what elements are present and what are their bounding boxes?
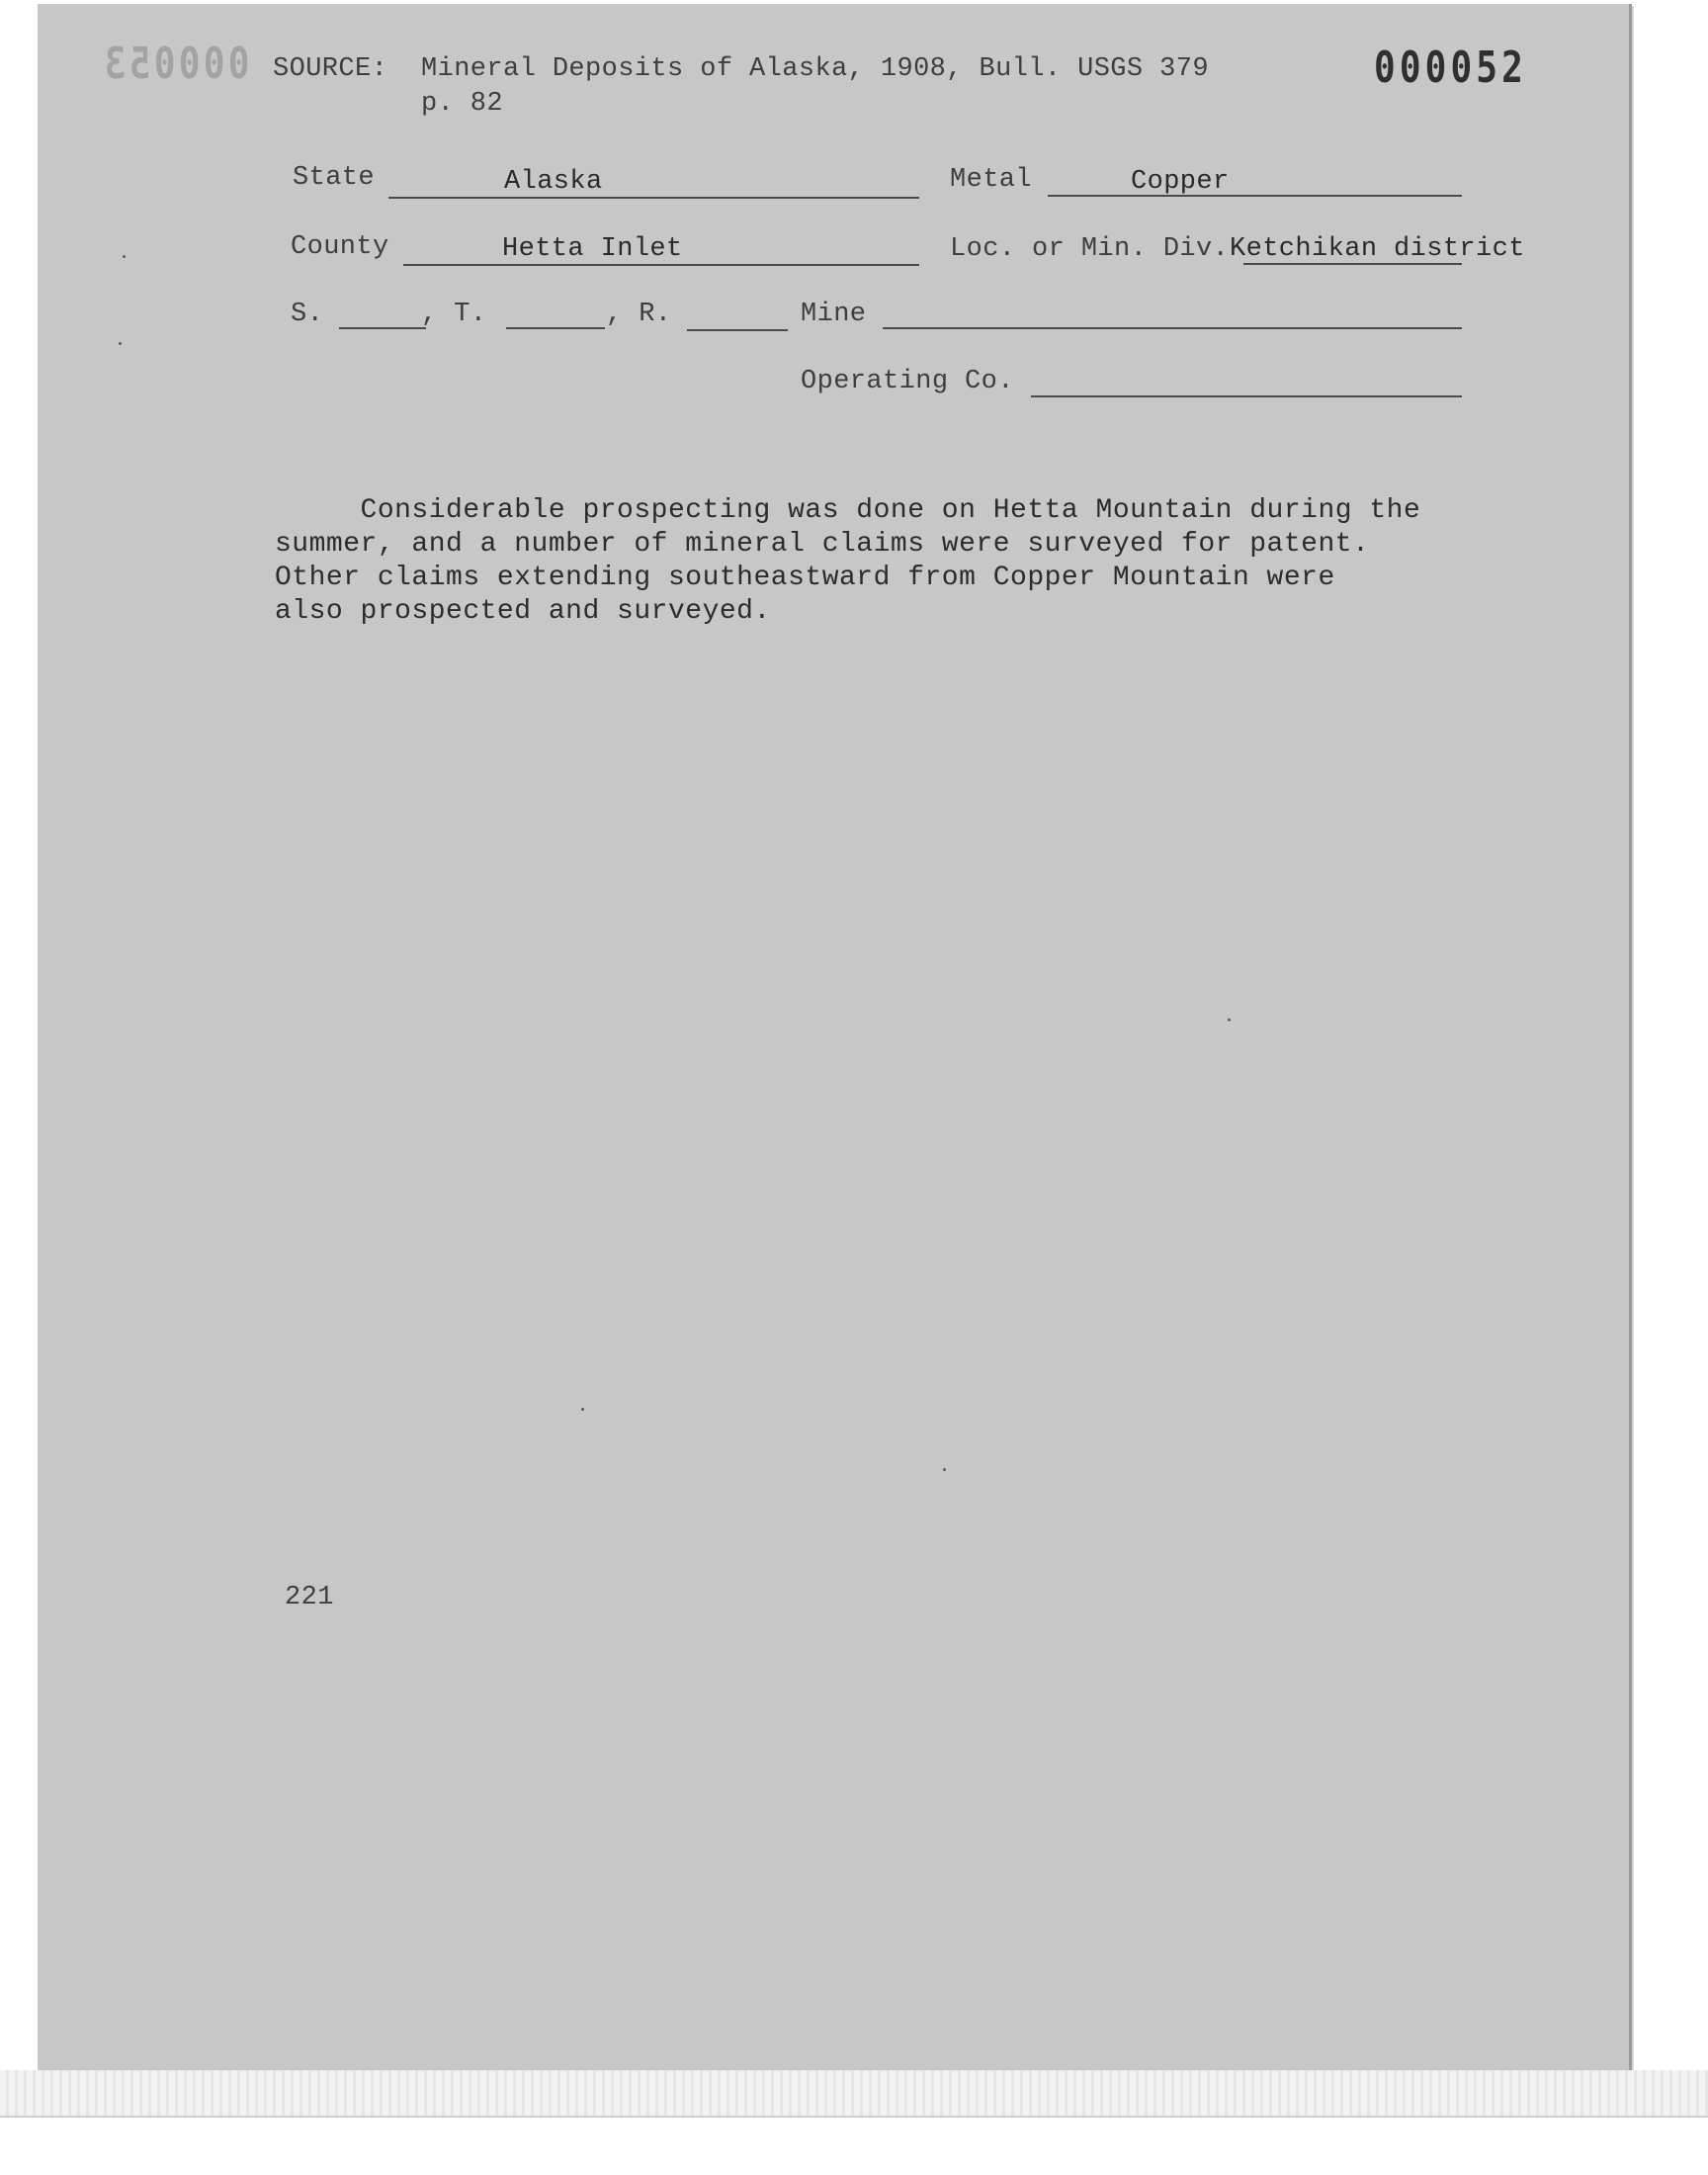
source-label: SOURCE: [273, 54, 388, 84]
source-citation: Mineral Deposits of Alaska, 1908, Bull. USGS 379 [421, 54, 1209, 84]
range-label: , R. [606, 300, 672, 329]
mine-label: Mine [801, 300, 867, 329]
county-label: County [291, 232, 389, 262]
county-value: Hetta Inlet [502, 234, 683, 264]
metal-value: Copper [1131, 167, 1230, 197]
section-label: S. [291, 300, 324, 329]
range-underline [687, 329, 788, 331]
state-label: State [293, 163, 376, 193]
scan-speck [581, 1408, 584, 1411]
state-value: Alaska [504, 167, 603, 197]
township-underline [506, 327, 605, 329]
metal-underline [1048, 195, 1462, 197]
operating-co-underline [1031, 395, 1462, 397]
scan-speck [119, 342, 122, 345]
mirrored-stamp-number: 000053 [101, 39, 250, 89]
township-label: , T. [421, 300, 487, 329]
section-underline [339, 327, 426, 329]
loc-min-div-label: Loc. or Min. Div. [950, 234, 1230, 264]
source-page: p. 82 [421, 89, 504, 119]
scan-speck [1228, 1018, 1231, 1021]
scan-edge-line [0, 2116, 1708, 2118]
scan-edge-strip [0, 2070, 1708, 2116]
page-number: 221 [285, 1583, 334, 1612]
operating-co-label: Operating Co. [801, 367, 1014, 396]
metal-label: Metal [950, 165, 1033, 195]
scan-speck [943, 1468, 946, 1471]
mine-underline [883, 327, 1462, 329]
state-underline [388, 197, 919, 199]
scan-speck [123, 255, 126, 258]
record-number-stamp: 000052 [1374, 43, 1527, 93]
loc-min-div-value: Ketchikan district [1230, 234, 1525, 264]
body-paragraph: Considerable prospecting was done on Hetta Mountain during the summer, and a number of mineral claims were surveyed for patent. Other claims extending southeastward from Copper Mountain were also prospected and surveyed. [275, 495, 1421, 627]
